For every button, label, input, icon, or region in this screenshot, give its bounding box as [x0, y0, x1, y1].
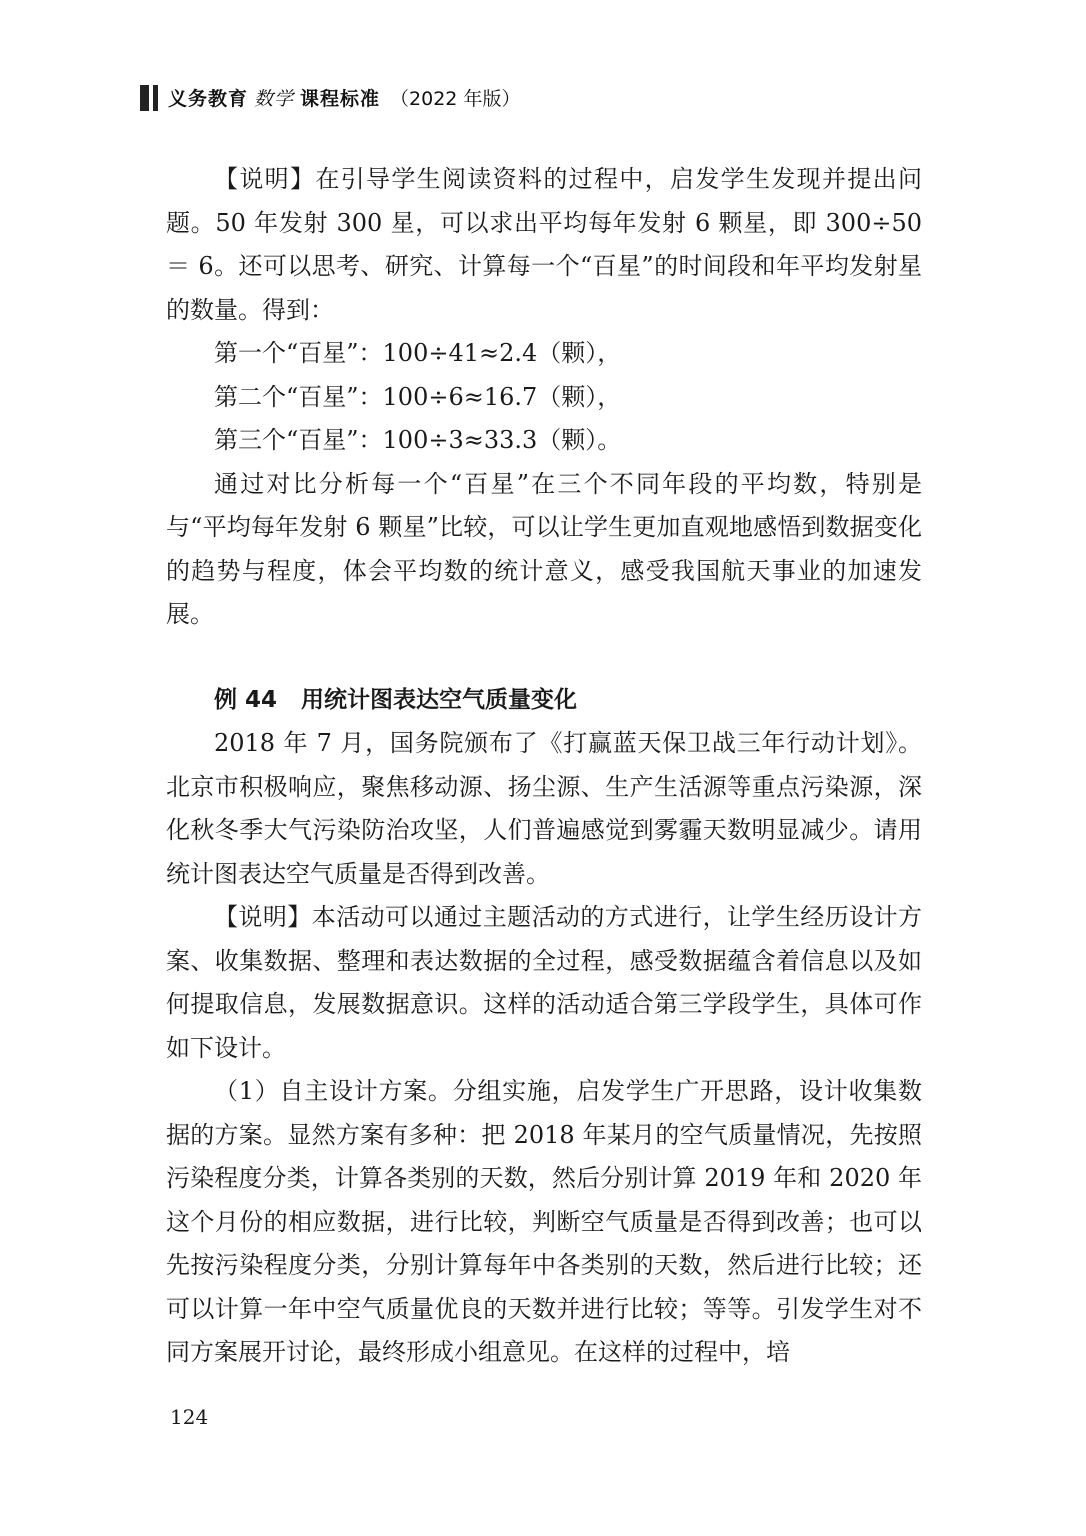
- example-problem-paragraph: 2018 年 7 月，国务院颁布了《打赢蓝天保卫战三年行动计划》。北京市积极响应，聚焦移动源、扬尘源、生产生活源等重点污染源，深化秋冬季大气污染防治攻坚，人们普遍感觉到雾霾天数明显减少。请用统计图表达空气质量是否得到改善。: [166, 729, 922, 888]
- page-body: [166, 158, 922, 1375]
- design-step-1-paragraph: （1）自主设计方案。分组实施，启发学生广开思路，设计收集数据的方案。显然方案有多种：把 2018 年某月的空气质量情况，先按照污染程度分类，计算各类别的天数，然后分别计算 2019 年和 2020 年这个月份的相应数据，进行比较，判断空气质量是否得到改善；也可以先按污染程度分类，分别计算每年中各类别的天数，然后进行比较；还可以计算一年中空气质量优良的天数并进行比较；等等。引发学生对不同方案展开讨论，最终形成小组意见。在这样的过程中，培: [166, 1077, 922, 1366]
- running-header: [140, 84, 520, 111]
- section-spacer: [166, 637, 922, 679]
- header-mark-thin: [153, 85, 158, 111]
- example-number: 例 44: [214, 686, 278, 713]
- calc-line-second: 第二个“百星”：100÷6≈16.7（颗），: [214, 382, 622, 411]
- example-title: 用统计图表达空气质量变化: [301, 686, 578, 713]
- calc-line-first: 第一个“百星”：100÷41≈2.4（颗），: [214, 339, 622, 367]
- example-heading: [166, 679, 922, 723]
- explanation-paragraph-1: 【说明】在引导学生阅读资料的过程中，启发学生发现并提出问题。50 年发射 300 星，可以求出平均每年发射 6 颗星，即 300÷50 ＝ 6。还可以思考、研究、计算每一个“百星”的时间段和年平均发射星的数量。得到：: [166, 165, 922, 324]
- example-explanation-paragraph: 【说明】本活动可以通过主题活动的方式进行，让学生经历设计方案、收集数据、整理和表达数据的全过程，感受数据蕴含着信息以及如何提取信息，发展数据意识。这样的活动适合第三学段学生，具体可作如下设计。: [166, 903, 922, 1062]
- header-bar-marks: [140, 85, 158, 111]
- header-mark-thick: [140, 85, 149, 111]
- header-edition: （2022 年版）: [390, 88, 521, 110]
- header-standard: 课程标准: [300, 88, 381, 110]
- header-subject: 数学: [254, 88, 295, 110]
- comparison-paragraph: 通过对比分析每一个“百星”在三个不同年段的平均数，特别是与“平均每年发射 6 颗星”比较，可以让学生更加直观地感悟到数据变化的趋势与程度，体会平均数的统计意义，感受我国航天事业的加速发展。: [166, 469, 922, 628]
- page-number: 124: [170, 1405, 209, 1429]
- calc-line-third: 第三个“百星”：100÷3≈33.3（颗）。: [214, 426, 622, 454]
- header-book-title: 义务教育: [168, 88, 249, 110]
- header-title: [168, 84, 380, 111]
